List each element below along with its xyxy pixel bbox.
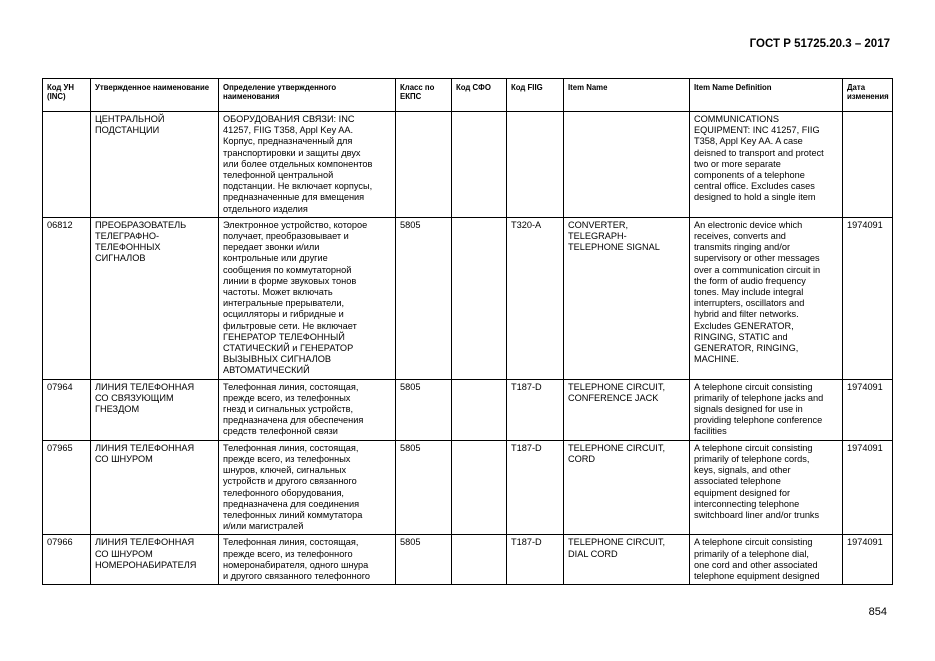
- cell-inc: 07964: [43, 379, 91, 440]
- table-row: [43, 379, 893, 440]
- cell-inc: [43, 112, 91, 218]
- cell-definition-en: A telephone circuit consisting primarily of a telephone dial, one cord and other associated telephone equipment designed: [690, 535, 843, 585]
- cell-date: [843, 112, 893, 218]
- table-row: [43, 112, 893, 218]
- col-header-name-ru: Утвержденное наименование: [91, 79, 219, 112]
- col-header-item-name-definition: Item Name Definition: [690, 79, 843, 112]
- cell-definition-ru: ОБОРУДОВАНИЯ СВЯЗИ: INC 41257, FIIG T358, Appl Key AA. Корпус, предназначенный для транспортировки и защиты двух или более отдельных компонентов телефонной центральной подстанции. Не включает корпусы, предназначенные для вмещения отдельного изделия: [219, 112, 396, 218]
- cell-name-ru: ЦЕНТРАЛЬНОЙ ПОДСТАНЦИИ: [91, 112, 219, 218]
- cell-class: 5805: [396, 440, 452, 535]
- cell-sfo: [452, 535, 507, 585]
- document-header: ГОСТ Р 51725.20.3 – 2017: [749, 38, 890, 50]
- col-header-fiig: Код FIIG: [507, 79, 564, 112]
- cell-class: 5805: [396, 217, 452, 379]
- cell-name-ru: ЛИНИЯ ТЕЛЕФОННАЯ СО СВЯЗУЮЩИМ ГНЕЗДОМ: [91, 379, 219, 440]
- cell-name-ru: ЛИНИЯ ТЕЛЕФОННАЯ СО ШНУРОМ НОМЕРОНАБИРАТЕЛЯ: [91, 535, 219, 585]
- cell-name-ru: ПРЕОБРАЗОВАТЕЛЬ ТЕЛЕГРАФНО- ТЕЛЕФОННЫХ СИГНАЛОВ: [91, 217, 219, 379]
- table-row: [43, 535, 893, 585]
- cell-fiig: T320-A: [507, 217, 564, 379]
- cell-class: 5805: [396, 379, 452, 440]
- cell-date: 1974091: [843, 379, 893, 440]
- cell-date: 1974091: [843, 217, 893, 379]
- cell-class: [396, 112, 452, 218]
- cell-definition-en: A telephone circuit consisting primarily of telephone cords, keys, signals, and other associated telephone equipment designed for interconnecting telephone switchboard liner and/or trunks: [690, 440, 843, 535]
- table-row: [43, 440, 893, 535]
- page-number: 854: [868, 606, 887, 618]
- cell-item-name: CONVERTER, TELEGRAPH- TELEPHONE SIGNAL: [564, 217, 690, 379]
- cell-item-name: [564, 112, 690, 218]
- cell-fiig: T187-D: [507, 379, 564, 440]
- table-header-row: [43, 79, 893, 112]
- cell-inc: 07966: [43, 535, 91, 585]
- cell-name-ru: ЛИНИЯ ТЕЛЕФОННАЯ СО ШНУРОМ: [91, 440, 219, 535]
- cell-sfo: [452, 217, 507, 379]
- cell-inc: 07965: [43, 440, 91, 535]
- cell-fiig: T187-D: [507, 440, 564, 535]
- col-header-item-name: Item Name: [564, 79, 690, 112]
- cell-fiig: T187-D: [507, 535, 564, 585]
- cell-fiig: [507, 112, 564, 218]
- cell-definition-ru: Электронное устройство, которое получает, преобразовывает и передает звонки и/или контрольные или другие сообщения по коммутаторной линии в форме звуковых тонов частоты. Может включать интегральные прерыватели, осцилляторы и гибридные и фильтровые сети. Не включает ГЕНЕРАТОР ТЕЛЕФОННЫЙ СТАТИЧЕСКИЙ и ГЕНЕРАТОР ВЫЗЫВНЫХ СИГНАЛОВ АВТОМАТИЧЕСКИЙ: [219, 217, 396, 379]
- cell-date: 1974091: [843, 535, 893, 585]
- classification-table: [42, 78, 893, 585]
- cell-item-name: TELEPHONE CIRCUIT, CORD: [564, 440, 690, 535]
- cell-definition-ru: Телефонная линия, состоящая, прежде всего, из телефонных гнезд и сигнальных устройств, предназначена для обеспечения средств телефонной связи: [219, 379, 396, 440]
- cell-definition-en: COMMUNICATIONS EQUIPMENT: INC 41257, FIIG T358, Appl Key AA. A case deisned to transport and protect two or more separate components of a telephone central office. Excludes cases designed to hold a single item: [690, 112, 843, 218]
- cell-inc: 06812: [43, 217, 91, 379]
- cell-class: 5805: [396, 535, 452, 585]
- cell-definition-ru: Телефонная линия, состоящая, прежде всего, из телефонного номеронабирателя, одного шнура и другого связанного телефонного: [219, 535, 396, 585]
- col-header-class: Класс по ЕКПС: [396, 79, 452, 112]
- col-header-definition-ru: Определение утвержденного наименования: [219, 79, 396, 112]
- cell-date: 1974091: [843, 440, 893, 535]
- cell-sfo: [452, 379, 507, 440]
- col-header-date: Дата изменения: [843, 79, 893, 112]
- cell-item-name: TELEPHONE CIRCUIT, CONFERENCE JACK: [564, 379, 690, 440]
- col-header-sfo: Код СФО: [452, 79, 507, 112]
- table-row: [43, 217, 893, 379]
- col-header-inc: Код УН (INC): [43, 79, 91, 112]
- cell-definition-en: An electronic device which receives, converts and transmits ringing and/or supervisory or other messages over a communication circuit in the form of audio frequency tones. May include integral interrupters, oscillators and hybrid and filter networks. Excludes GENERATOR, RINGING, STATIC and GENERATOR, RINGING, MACHINE.: [690, 217, 843, 379]
- cell-sfo: [452, 112, 507, 218]
- cell-sfo: [452, 440, 507, 535]
- cell-definition-en: A telephone circuit consisting primarily of telephone jacks and signals designed for use in providing telephone conference facilities: [690, 379, 843, 440]
- cell-definition-ru: Телефонная линия, состоящая, прежде всего, из телефонных шнуров, ключей, сигнальных устройств и другого связанного телефонного оборудования, предназначена для соединения телефонных линий коммутатора и/или магистралей: [219, 440, 396, 535]
- cell-item-name: TELEPHONE CIRCUIT, DIAL CORD: [564, 535, 690, 585]
